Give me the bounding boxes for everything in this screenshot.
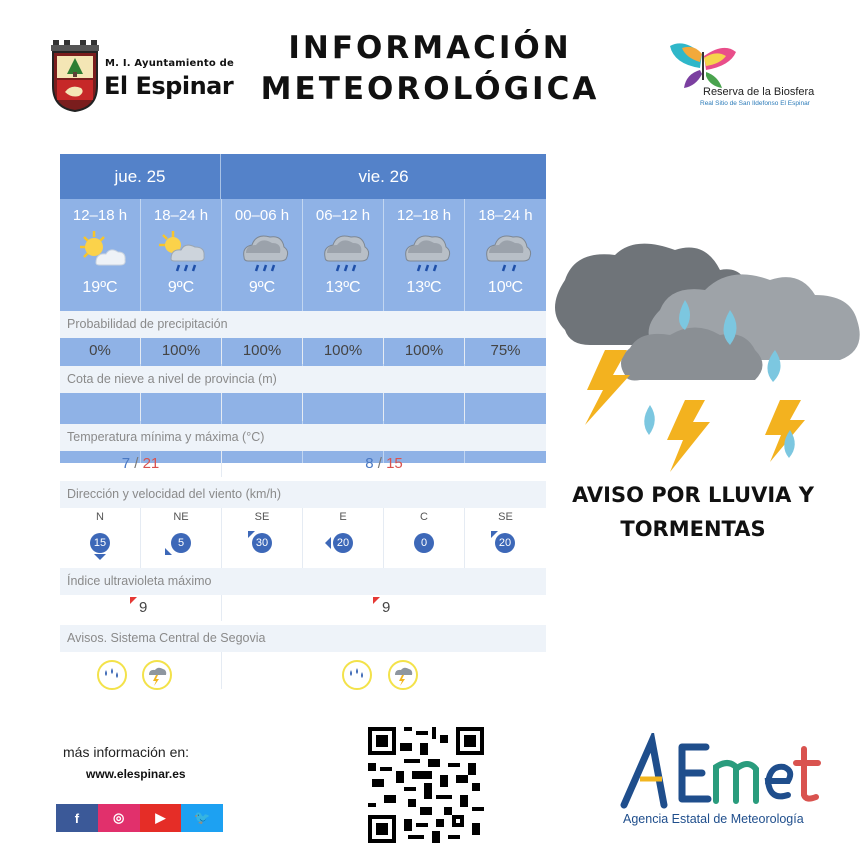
- wind-direction: N: [96, 511, 104, 523]
- warning-line-1: AVISO POR LLUVIA Y: [572, 483, 814, 507]
- temp-min: 8: [365, 455, 374, 472]
- wind-arrow-icon: [491, 531, 498, 538]
- cloud-rain-icon: [236, 227, 290, 275]
- wind-speed-badge: 30: [252, 533, 272, 553]
- uv-cell-day2: [222, 595, 546, 621]
- wind-direction: SE: [498, 511, 513, 523]
- social-links: [56, 804, 223, 832]
- day-header-row: [60, 154, 546, 199]
- title-line-2: METEOROLÓGICA: [260, 71, 600, 107]
- uv-label: Índice ultravioleta máximo: [60, 568, 546, 595]
- precip-value: 0%: [60, 338, 141, 364]
- snow-value: [60, 393, 141, 421]
- wind-row: [60, 508, 546, 568]
- snow-label: Cota de nieve a nivel de provincia (m): [60, 366, 546, 393]
- snow-value: [303, 393, 384, 421]
- wind-speed-badge: 20: [333, 533, 353, 553]
- wind-direction: SE: [254, 511, 270, 523]
- snow-value: [384, 393, 465, 421]
- sun-cloud-rain-icon: [155, 227, 209, 275]
- storm-warning-icon[interactable]: [142, 660, 172, 690]
- storm-warning-icon[interactable]: [388, 660, 418, 690]
- temp-sep: /: [130, 455, 143, 472]
- uv-row: [60, 595, 546, 621]
- temp-min: 7: [121, 455, 131, 472]
- uv-value: 9: [139, 599, 148, 616]
- period-temp: 10ºC: [487, 279, 524, 296]
- title-line-1: INFORMACIÓN: [288, 30, 572, 66]
- period-range: 00–06 h: [234, 207, 290, 224]
- biosphere-name: Reserva de la Biosfera: [703, 86, 815, 98]
- wind-arrow-icon: [94, 554, 106, 560]
- precip-row: [60, 338, 546, 364]
- period-range: 06–12 h: [315, 207, 371, 224]
- youtube-icon[interactable]: ▶: [140, 804, 182, 832]
- temp-range-day1: [60, 451, 222, 477]
- day-header-fri: vie. 26: [221, 154, 546, 199]
- aemet-logo-icon: [620, 733, 825, 813]
- wind-speed-badge: 0: [414, 533, 434, 553]
- period-range: 18–24 h: [153, 207, 209, 224]
- snow-value: [222, 393, 303, 421]
- uv-cell-day1: [60, 595, 222, 621]
- wind-speed-badge: 5: [171, 533, 191, 553]
- cloud-rain-icon: [317, 227, 371, 275]
- period-range: 18–24 h: [478, 207, 533, 224]
- agency-name: Agencia Estatal de Meteorología: [623, 812, 804, 826]
- temp-max: 21: [142, 455, 160, 472]
- uv-flag-icon: [130, 597, 137, 604]
- wind-arrow-icon: [165, 548, 172, 555]
- website-link[interactable]: www.elespinar.es: [86, 767, 186, 781]
- municipality-subtitle: M. I. Ayuntamiento de: [105, 58, 234, 69]
- snow-value: [465, 393, 546, 421]
- wind-cell: [384, 508, 465, 568]
- wind-direction: E: [339, 511, 347, 523]
- municipality-name: El Espinar: [104, 72, 234, 100]
- period-range: 12–18 h: [396, 207, 452, 224]
- rain-warning-icon[interactable]: [97, 660, 127, 690]
- precip-value: 100%: [141, 338, 222, 364]
- uv-flag-icon: [373, 597, 380, 604]
- period-temp: 19ºC: [82, 279, 118, 296]
- wind-cell: [465, 508, 546, 568]
- wind-cell: [141, 508, 222, 568]
- precip-value: 100%: [222, 338, 303, 364]
- forecast-table: [60, 154, 546, 689]
- period-range: 12–18 h: [72, 207, 128, 224]
- wind-cell: [303, 508, 384, 568]
- wind-direction: C: [420, 511, 428, 523]
- rain-warning-icon[interactable]: [342, 660, 372, 690]
- sun-cloud-icon: [74, 227, 128, 275]
- period-temp: 9ºC: [248, 279, 276, 296]
- instagram-icon[interactable]: ◎: [98, 804, 140, 832]
- wind-speed-badge: 15: [90, 533, 110, 553]
- period-temp: 9ºC: [167, 279, 195, 296]
- biosphere-subtitle: Real Sitio de San Ildefonso El Espinar: [700, 100, 810, 107]
- day-header-thu: jue. 25: [60, 154, 221, 199]
- facebook-icon[interactable]: f: [56, 804, 98, 832]
- precip-value: 100%: [384, 338, 465, 364]
- temp-row: [60, 451, 546, 477]
- cloud-rain-icon: [398, 227, 452, 275]
- more-info-label: más información en:: [63, 744, 190, 760]
- weather-warning-text: [548, 478, 838, 546]
- period-temp: 13ºC: [325, 279, 361, 296]
- el-espinar-crest-icon: [51, 40, 99, 112]
- storm-cloud-icon: [545, 240, 863, 480]
- wind-arrow-icon: [248, 531, 255, 538]
- cloud-rain-icon: [479, 227, 533, 275]
- temp-label: Temperatura mínima y máxima (°C): [60, 424, 546, 451]
- twitter-icon[interactable]: 🐦: [181, 804, 223, 832]
- wind-cell: [60, 508, 141, 568]
- precip-label: Probabilidad de precipitación: [60, 311, 546, 338]
- qr-code[interactable]: [368, 727, 484, 843]
- warnings-row: [60, 652, 546, 689]
- uv-value: 9: [382, 599, 391, 616]
- warnings-day1: [60, 652, 222, 689]
- precip-value: 100%: [303, 338, 384, 364]
- temp-sep: /: [373, 455, 387, 472]
- temp-range-day2: [222, 451, 546, 477]
- wind-label: Dirección y velocidad del viento (km/h): [60, 481, 546, 508]
- wind-speed-badge: 20: [495, 533, 515, 553]
- warnings-label: Avisos. Sistema Central de Segovia: [60, 625, 546, 652]
- wind-arrow-icon: [325, 537, 331, 549]
- warning-line-2: TORMENTAS: [620, 517, 766, 541]
- warnings-day2: [222, 652, 546, 689]
- temp-max: 15: [386, 455, 403, 472]
- precip-value: 75%: [490, 342, 521, 359]
- wind-direction: NE: [173, 511, 189, 523]
- period-temp: 13ºC: [406, 279, 442, 296]
- snow-value: [141, 393, 222, 421]
- snow-row: [60, 393, 546, 421]
- wind-cell: [222, 508, 303, 568]
- page-title: [250, 28, 610, 110]
